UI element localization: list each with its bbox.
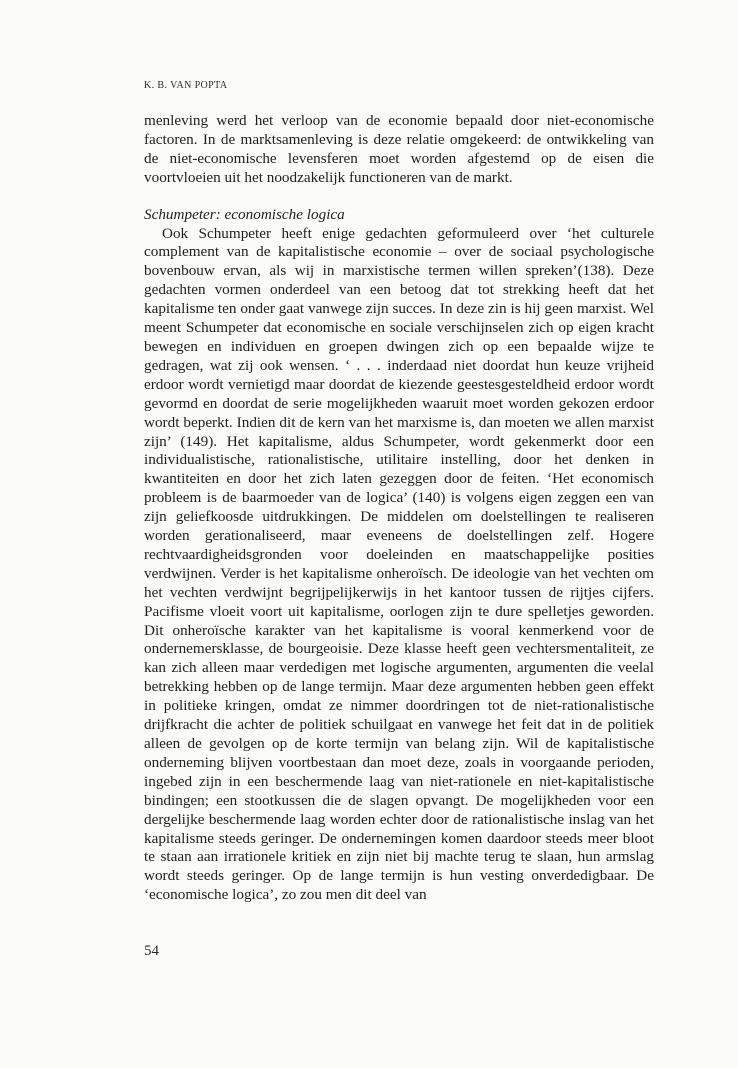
paragraph-schumpeter: Ook Schumpeter heeft enige gedachten geformuleerd over ‘het culturele complement van de kapitalistische economie – over de sociaal psychologische bovenbouw ervan, als wij in marxistische termen willen spreken’(138). Deze gedachten vormen onderdeel van een betoog dat tot strekking heeft dat het kapitalisme ten onder gaat vanwege zijn succes. In deze zin is hij geen marxist. Wel meent Schumpeter dat economische en sociale verschijnselen zich op eigen kracht bewegen en individuen en groepen dwingen zich op een bepaalde wijze te gedragen, wat zij ook wensen. ‘ . . . inderdaad niet doordat hun keuze vrijheid erdoor wordt vernietigd maar doordat de kiezende geestesgesteldheid erdoor wordt gevormd en doordat de serie mogelijkheden waaruit moet worden gekozen erdoor wordt beperkt. Indien dit de kern van het marxisme is, dan moeten we allen marxist zijn’ (149). Het kapitalisme, aldus Schumpeter, wordt gekenmerkt door een individualistische, rationalistische, utilitaire instelling, door het denken in kwantiteiten en door het zich laten gezeggen door de feiten. ‘Het economisch probleem is de baarmoeder van de logica’ (140) is volgens eigen zeggen een van zijn geliefkoosde uitdrukkingen. De middelen om doelstellingen te realiseren worden gerationaliseerd, maar eveneens de doelstellingen zelf. Hogere rechtvaardigheidsgronden voor doeleinden en maatschappelijke posities verdwijnen. Verder is het kapitalisme onheroïsch. De ideologie van het vechten om het vechten verdwijnt begrijpelijkerwijs in het kantoor tussen de rijtjes cijfers. Pacifisme vloeit voort uit kapitalisme, oorlogen zijn te dure spelletjes geworden. Dit onheroïsche karakter van het kapitalisme is vooral kenmerkend voor de ondernemersklasse, de bourgeoisie. Deze klasse heeft geen vechtersmentaliteit, ze kan zich alleen maar verdedigen met logische argumenten, argumenten die veelal betrekking hebben op de lange termijn. Maar deze argumenten hebben geen effekt in politieke kringen, omdat ze nimmer doordringen tot de niet-rationalistische drijfkracht die achter de politiek schuilgaat en vanwege het feit dat in de politiek alleen de gevolgen op de korte termijn van belang zijn. Wil de kapitalistische onderneming blijven voortbestaan dan moet deze, zoals in voorgaande perioden, ingebed zijn in een beschermende laag van niet-rationele en niet-kapitalistische bindingen; een stootkussen die de slagen opvangt. De mogelijkheden voor een dergelijke beschermende laag worden echter door de rationalistische inslag van het kapitalisme steeds geringer. De ondernemingen komen daardoor steeds meer bloot te staan aan irrationele kritiek en zijn niet bij machte terug te slaan, hun armslag wordt steeds geringer. Op de lange termijn is hun vesting onverdedigbaar. De ‘economische logica’, zo zou men dit deel van — [144, 224, 654, 904]
section-heading: Schumpeter: economische logica — [144, 205, 345, 223]
body-text — [144, 112, 654, 905]
running-head: K. B. VAN POPTA — [144, 80, 228, 91]
page-number: 54 — [144, 943, 159, 959]
paragraph-continuation: menleving werd het verloop van de economie bepaald door niet-economische factoren. In de marktsamenleving is deze relatie omgekeerd: de ontwikkeling van de niet-economische levensferen moet worden afgestemd op de eisen die voortvloeien uit het noodzakelijk functioneren van de markt. — [144, 112, 654, 186]
